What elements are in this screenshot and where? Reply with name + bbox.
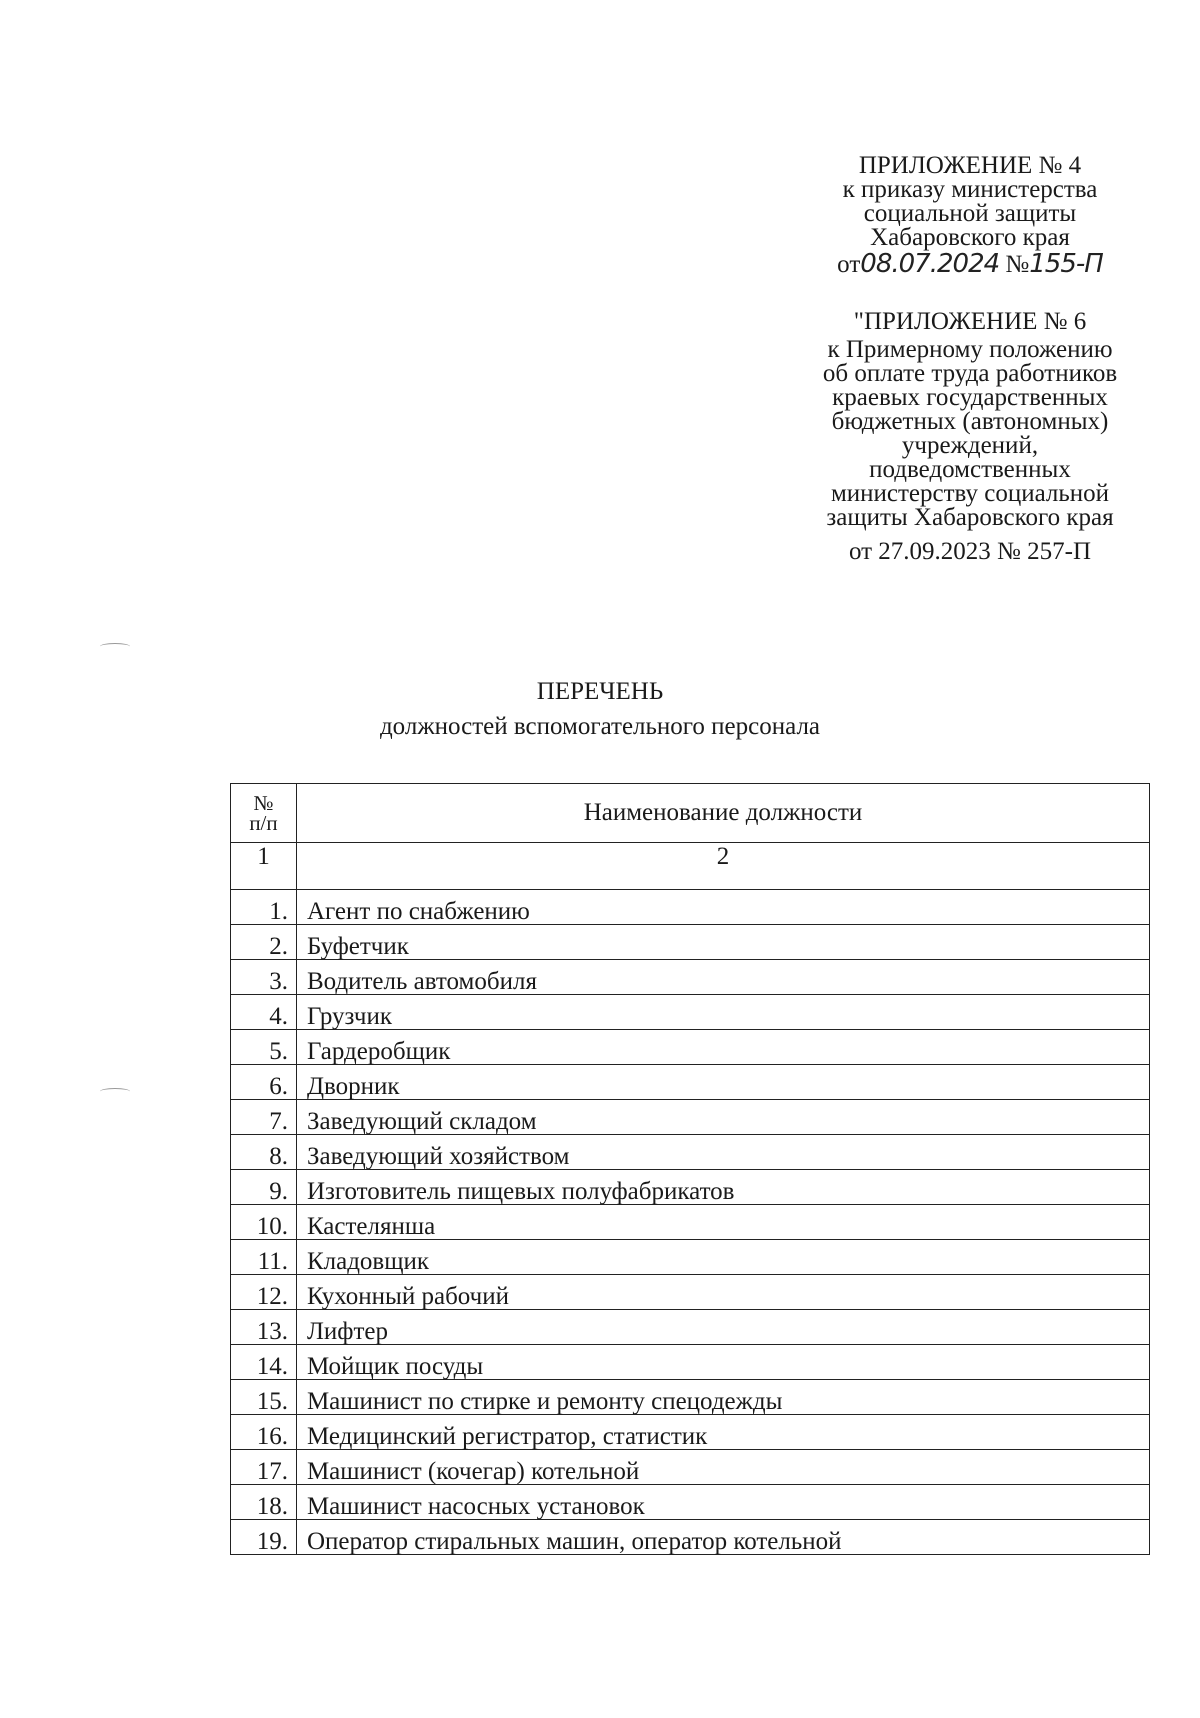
table-row — [231, 1170, 1150, 1205]
header-number-sign: № — [253, 791, 274, 815]
appendix-6-line: об оплате труда работников — [822, 360, 1118, 387]
table-row — [231, 925, 1150, 960]
position-name: Водитель автомобиля — [296, 960, 1149, 995]
table-row — [231, 1380, 1150, 1415]
column-header-number — [231, 784, 297, 843]
header-number-abbrev: п/п — [249, 811, 278, 835]
row-number: 9. — [231, 1170, 297, 1205]
row-number: 14. — [231, 1345, 297, 1380]
row-number: 3. — [231, 960, 297, 995]
table-row — [231, 1450, 1150, 1485]
table-row — [231, 1415, 1150, 1450]
table-row — [231, 1520, 1150, 1555]
row-number: 18. — [231, 1485, 297, 1520]
position-name: Оператор стиральных машин, оператор котельной — [296, 1520, 1149, 1555]
position-name: Лифтер — [296, 1310, 1149, 1345]
scan-artifact — [100, 1088, 130, 1095]
position-name: Гардеробщик — [296, 1030, 1149, 1065]
positions-table — [230, 783, 1150, 1555]
position-name: Кладовщик — [296, 1240, 1149, 1275]
position-name: Машинист (кочегар) котельной — [296, 1450, 1149, 1485]
table-header-row — [231, 784, 1150, 843]
row-number: 15. — [231, 1380, 297, 1415]
table-row — [231, 1345, 1150, 1380]
position-name: Изготовитель пищевых полуфабрикатов — [296, 1170, 1149, 1205]
table-row — [231, 995, 1150, 1030]
appendix-4-line: социальной защиты — [863, 200, 1077, 227]
column-header-name: Наименование должности — [296, 784, 1149, 843]
table-row — [231, 1485, 1150, 1520]
number-prefix: № — [1005, 251, 1030, 278]
row-number: 5. — [231, 1030, 297, 1065]
column-index-name: 2 — [296, 843, 1149, 890]
scan-artifact — [100, 643, 130, 650]
appendix-6-line: бюджетных (автономных) — [831, 408, 1109, 435]
appendix-6-line: краевых государственных — [832, 384, 1108, 411]
table-row — [231, 1030, 1150, 1065]
table-row — [231, 1310, 1150, 1345]
row-number: 1. — [231, 890, 297, 925]
handwritten-number: 155-П — [1029, 249, 1103, 279]
appendix-6-title: "ПРИЛОЖЕНИЕ № 6 — [853, 308, 1087, 335]
table-row — [231, 1065, 1150, 1100]
row-number: 4. — [231, 995, 297, 1030]
row-number: 7. — [231, 1100, 297, 1135]
table-row — [231, 890, 1150, 925]
position-name: Кастелянша — [296, 1205, 1149, 1240]
row-number: 2. — [231, 925, 297, 960]
row-number: 11. — [231, 1240, 297, 1275]
date-prefix: от — [837, 251, 861, 278]
position-name: Машинист насосных установок — [296, 1485, 1149, 1520]
column-index-number: 1 — [231, 843, 297, 890]
appendix-4-line: к приказу министерства — [842, 176, 1098, 203]
appendix-6-line: к Примерному положению — [827, 336, 1113, 363]
position-name: Буфетчик — [296, 925, 1149, 960]
row-number: 13. — [231, 1310, 297, 1345]
position-name: Заведующий складом — [296, 1100, 1149, 1135]
table-row — [231, 1240, 1150, 1275]
row-number: 12. — [231, 1275, 297, 1310]
document-subtitle: должностей вспомогательного персонала — [379, 713, 821, 740]
table-row — [231, 1135, 1150, 1170]
order-date-number — [790, 249, 1150, 279]
table-row — [231, 1100, 1150, 1135]
handwritten-date: 08.07.2024 — [860, 249, 1000, 279]
position-name: Кухонный рабочий — [296, 1275, 1149, 1310]
row-number: 10. — [231, 1205, 297, 1240]
column-index-row — [231, 843, 1150, 890]
row-number: 19. — [231, 1520, 297, 1555]
row-number: 8. — [231, 1135, 297, 1170]
appendix-6-line: подведомственных — [869, 456, 1071, 483]
table-row — [231, 1275, 1150, 1310]
appendix-4-line: Хабаровского края — [870, 224, 1070, 251]
row-number: 6. — [231, 1065, 297, 1100]
row-number: 16. — [231, 1415, 297, 1450]
row-number: 17. — [231, 1450, 297, 1485]
position-name: Мойщик посуды — [296, 1345, 1149, 1380]
position-name: Дворник — [296, 1065, 1149, 1100]
table-row — [231, 960, 1150, 995]
appendix-4-title: ПРИЛОЖЕНИЕ № 4 — [858, 152, 1082, 179]
position-name: Агент по снабжению — [296, 890, 1149, 925]
position-name: Машинист по стирке и ремонту спецодежды — [296, 1380, 1149, 1415]
position-name: Грузчик — [296, 995, 1149, 1030]
appendix-6-line: министерству социальной — [830, 480, 1110, 507]
appendix-4-header — [790, 154, 1150, 277]
decision-reference: от 27.09.2023 № 257-П — [848, 538, 1092, 565]
document-title: ПЕРЕЧЕНЬ — [536, 678, 664, 705]
position-name: Заведующий хозяйством — [296, 1135, 1149, 1170]
position-name: Медицинский регистратор, статистик — [296, 1415, 1149, 1450]
appendix-6-line: учреждений, — [901, 432, 1039, 459]
appendix-6-header — [790, 310, 1150, 564]
table-row — [231, 1205, 1150, 1240]
appendix-6-line: защиты Хабаровского края — [826, 504, 1114, 531]
